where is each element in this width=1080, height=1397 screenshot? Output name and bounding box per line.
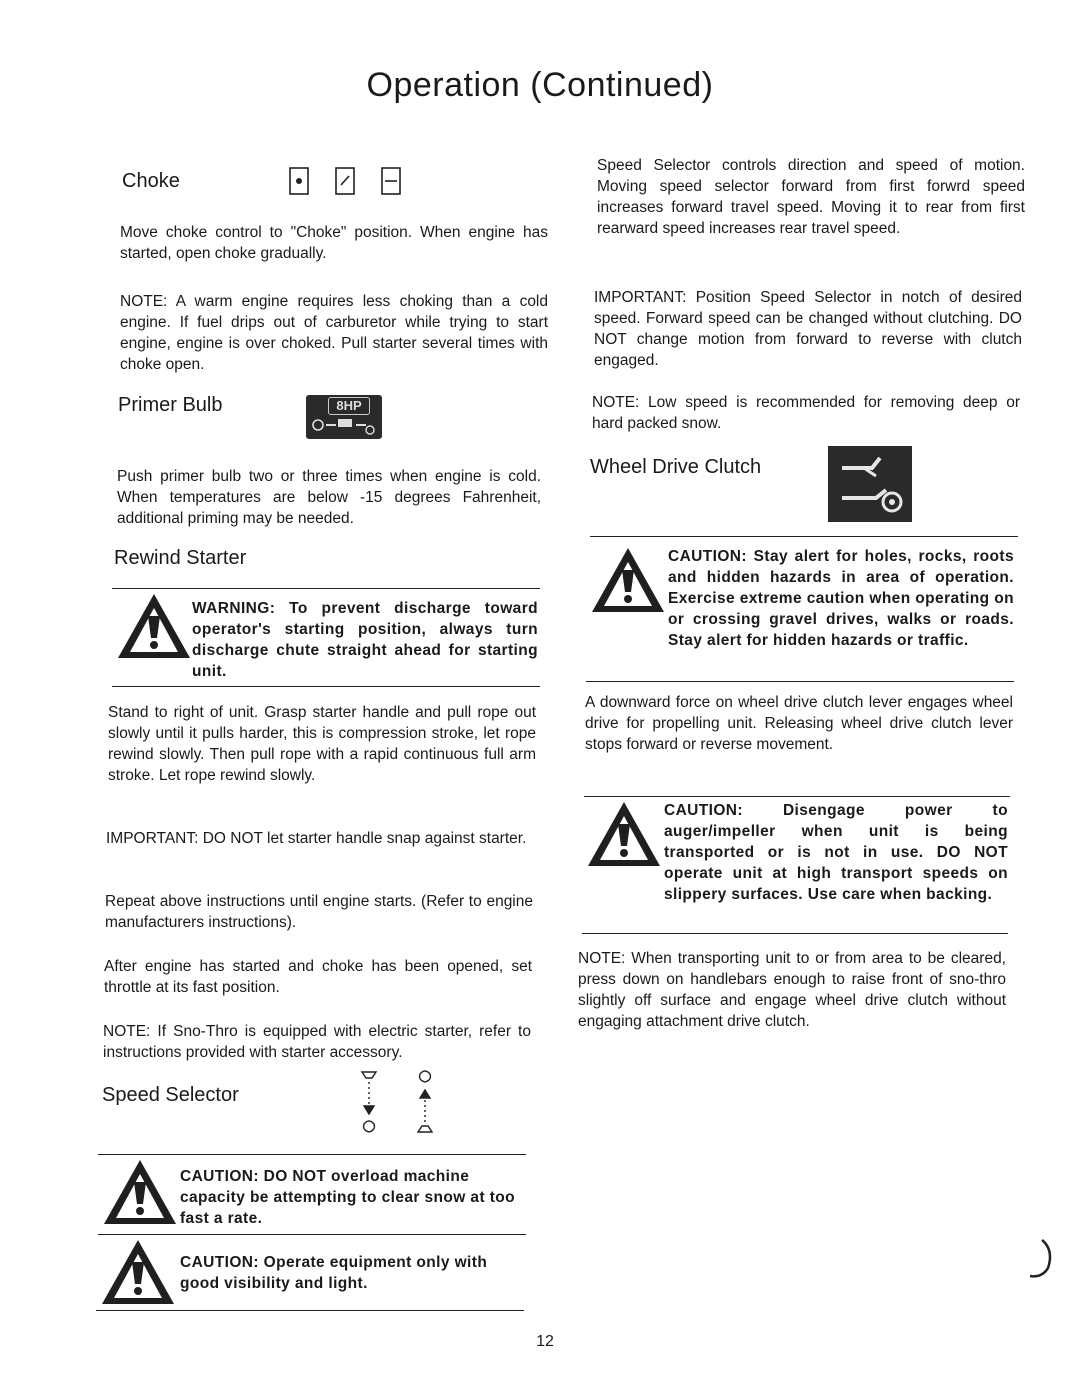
rewind-after: After engine has started and choke has been opened, set throttle at its fast position. (104, 958, 532, 996)
rewind-note: NOTE: If Sno-Thro is equipped with electric starter, refer to instructions provided with starter accessory. (103, 1023, 531, 1061)
rewind-warning: WARNING: To prevent discharge toward operator's starting position, always turn discharge chute straight ahead for starting unit. (192, 600, 538, 680)
binder-hole-mark (1014, 1236, 1054, 1280)
page-title: Operation (Continued) (366, 66, 714, 104)
divider (112, 588, 540, 589)
wheel-drive-heading: Wheel Drive Clutch (590, 456, 762, 478)
page-number: 12 (536, 1333, 554, 1350)
warning-triangle-icon (590, 546, 666, 614)
primer-body: Push primer bulb two or three times when engine is cold. When temperatures are below -15 degrees Fahrenheit, additional priming may be needed. (117, 468, 541, 527)
divider (98, 1154, 526, 1155)
divider (582, 933, 1008, 934)
speed-important: IMPORTANT: Position Speed Selector in notch of desired speed. Forward speed can be changed without clutching. DO NOT change motion from forward to reverse with clutch engaged. (594, 289, 1022, 369)
low-speed-note: NOTE: Low speed is recommended for removing deep or hard packed snow. (592, 394, 1020, 432)
speed-caution-overload: CAUTION: DO NOT overload machine capacity be attempting to clear snow at too fast a rate. (180, 1168, 516, 1227)
speed-selector-icons (356, 1066, 456, 1147)
divider (96, 1310, 524, 1311)
primer-heading: Primer Bulb (118, 394, 223, 416)
divider (98, 1234, 526, 1235)
forward-speed-icon (362, 1072, 376, 1132)
warning-triangle-icon (116, 592, 192, 660)
choke-icons (288, 166, 408, 203)
divider (590, 536, 1018, 537)
warning-triangle-icon (102, 1158, 178, 1226)
transport-note: NOTE: When transporting unit to or from area to be cleared, press down on handlebars enough to raise front of sno-thro slightly off surface and engage wheel drive clutch without engaging attachment drive clutch. (578, 950, 1006, 1030)
choke-closed-icon (290, 168, 308, 194)
divider (586, 681, 1014, 682)
wheel-caution-hazards: CAUTION: Stay alert for holes, rocks, roots and hidden hazards in area of operation. Exercise extreme caution when operating on or crossing gravel drives, walks or roads. Stay alert for hidden hazards or traffic. (668, 548, 1014, 649)
rewind-heading: Rewind Starter (114, 547, 247, 569)
speed-caution-visibility: CAUTION: Operate equipment only with good visibility and light. (180, 1254, 488, 1292)
rewind-repeat: Repeat above instructions until engine starts. (Refer to engine manufacturers instructions). (105, 893, 533, 931)
choke-note: NOTE: A warm engine requires less choking than a cold engine. If fuel drips out of carburetor while trying to start engine, engine is over choked. Pull starter several times with choke open. (120, 293, 548, 373)
speed-heading: Speed Selector (102, 1084, 239, 1106)
reverse-speed-icon (418, 1071, 432, 1132)
choke-body: Move choke control to "Choke" position. When engine has started, open choke gradually. (120, 224, 548, 262)
wheel-caution-disengage: CAUTION: Disengage power to auger/impeller when unit is being transported or is not in use. DO NOT operate unit at high transport speeds on slippery surfaces. Use care when backing. (664, 802, 1008, 903)
rewind-body: Stand to right of unit. Grasp starter handle and pull rope out slowly until it pulls harder, this is compression stroke, let rope rewind slowly. Then pull rope with a rapid continuous full arm stroke. Let rope rewind slowly. (108, 704, 536, 784)
primer-icon-label: 8HP (328, 397, 370, 415)
divider (112, 686, 540, 687)
wheel-drive-clutch-icon (828, 446, 912, 522)
warning-triangle-icon (100, 1238, 176, 1306)
divider (584, 796, 1010, 797)
wheel-drive-body: A downward force on wheel drive clutch lever engages wheel drive for propelling unit. Releasing wheel drive clutch lever stops forward or reverse movement. (585, 694, 1013, 753)
speed-selector-text: Speed Selector controls direction and speed of motion. Moving speed selector forward from first forwrd speed increases forward travel speed. Moving it to rear from first rearward speed increases rear travel speed. (597, 157, 1025, 237)
choke-open-icon (382, 168, 400, 194)
primer-bulb-icon (306, 395, 382, 439)
warning-triangle-icon (586, 800, 662, 868)
choke-partial-icon (336, 168, 354, 194)
rewind-important: IMPORTANT: DO NOT let starter handle snap against starter. (106, 830, 527, 847)
choke-heading: Choke (122, 170, 180, 192)
